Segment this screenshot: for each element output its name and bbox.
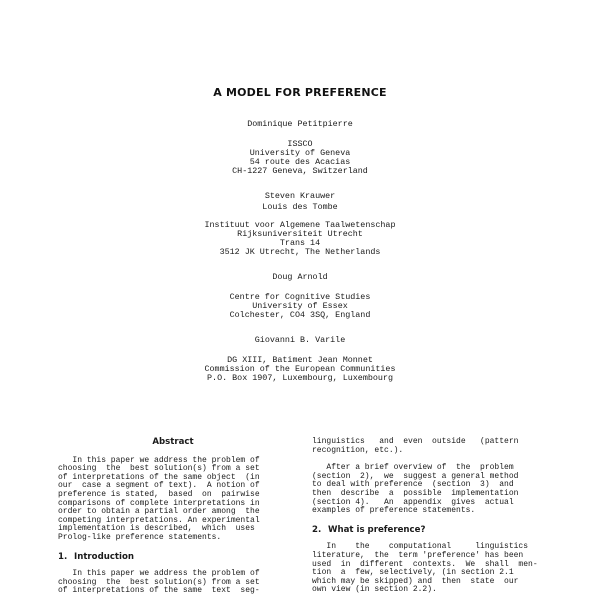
affiliation-line: Louis des Tombe [262,202,338,212]
text-line: choosing the best solution(s) from a set [58,464,260,474]
text-line: comparisons of complete interpretations in [58,498,260,508]
affiliation-line: ISSCO [287,139,313,149]
text-line: After a brief overview of the problem [312,463,514,473]
text-line: preference is stated, based on pairwise [58,489,260,499]
affiliation-line: University of Essex [252,301,348,311]
overview-paragraph [312,464,544,516]
section-title: What is preference? [328,524,426,535]
text-line: which may be skipped) and then state our [312,576,519,586]
section-number: 2. [312,524,322,535]
text-line: own view (in section 2.2). [312,585,437,595]
text-line: examples of preference statements. [312,506,476,516]
text-line: choosing the best solution(s) from a set [58,577,260,587]
text-line: implementation is described, which uses [58,524,255,534]
text-line: linguistics and even outside (pattern [312,437,519,446]
affiliation-line: Centre for Cognitive Studies [229,292,371,302]
affiliation-line: 3512 JK Utrecht, The Netherlands [219,247,381,257]
author-block [0,273,600,320]
author-name: Steven Krauwer [264,191,336,201]
abstract-heading: Abstract [152,437,194,447]
affiliation-line: Instituut voor Algemene Taalwetenschap [204,220,396,230]
text-line: then describe a possible implementation [312,488,519,498]
affiliation-line: 54 route des Acacias [249,157,351,167]
text-line: literature, the term 'preference' has been [312,550,524,560]
section-title: Introduction [74,551,135,562]
author-name: Dominique Petitpierre [247,119,353,129]
text-line: Prolog-like preference statements. [58,532,222,542]
author-name: Giovanni B. Varile [254,335,346,345]
text-line: (section 2), we suggest a general method [312,471,519,481]
author-list [0,120,600,399]
author-name: Doug Arnold [272,272,328,282]
affiliation-line: DG XIII, Batiment Jean Monnet [227,355,373,365]
author-block [0,120,600,176]
text-line: our case a segment of text). A notion of [58,481,260,491]
text-line: of interpretations of the same object (in [58,472,260,482]
paper-title: A MODEL FOR PREFERENCE [213,86,387,99]
affiliation-line: University of Geneva [249,148,351,158]
affiliation-line: Commission of the European Communities [204,364,396,374]
section-heading-introduction [58,553,288,562]
author-block [0,192,600,257]
left-column [58,438,288,605]
affiliation-line: CH-1227 Geneva, Switzerland [232,166,368,176]
text-line: used in different contexts. We shall men- [312,559,538,569]
text-line: order to obtain a partial order among the [58,507,260,517]
section-heading-preference [312,526,544,535]
text-line: In this paper we address the problem of [58,455,260,465]
introduction-text [58,570,288,596]
text-line: (section 4). An appendix gives actual [312,497,514,507]
text-line: In this paper we address the problem of [58,569,260,579]
text-line: recognition, etc.). [312,445,404,455]
affiliation-line: Rijksuniversiteit Utrecht [237,229,363,239]
preference-text [312,543,544,595]
text-line: to deal with preference (section 3) and [312,480,514,490]
author-block [0,336,600,383]
affiliation-line: Colchester, CO4 3SQ, England [229,310,371,320]
text-line: tion a few, selectively, (in section 2.1 [312,568,514,578]
text-line: competing interpretations. An experimental [58,515,260,525]
abstract-text [58,457,288,543]
affiliation-line: P.O. Box 1907, Luxembourg, Luxembourg [207,373,393,383]
intro-continuation [312,438,544,455]
section-number: 1. [58,551,68,562]
affiliation-line: Trans 14 [279,238,321,248]
text-line: of interpretations of the same text seg- [58,586,260,596]
right-column [312,438,544,604]
text-line: In the computational linguistics [312,542,529,552]
